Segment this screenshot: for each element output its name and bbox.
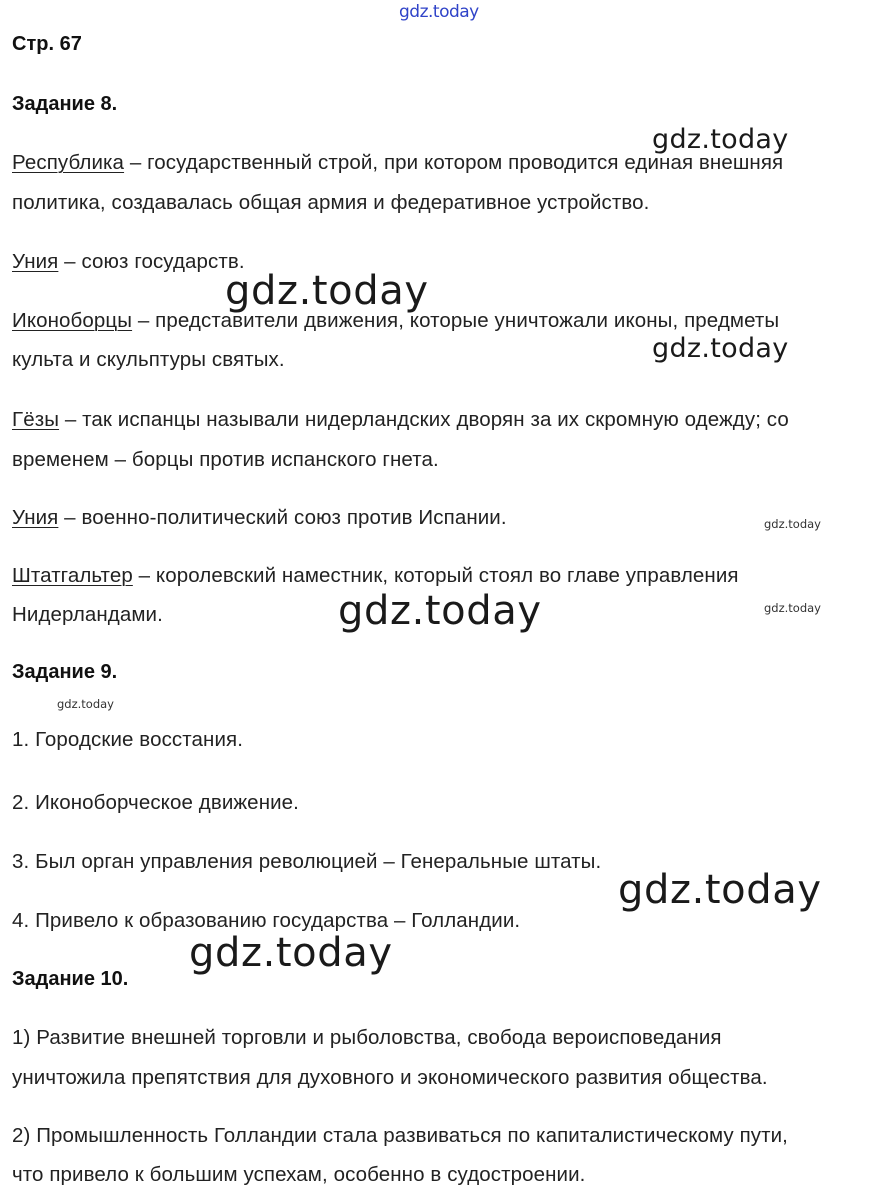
definition-text: – королевский наместник, который стоял во главе управления (132, 564, 739, 587)
definition-text: – так испанцы называли нидерландских дворян за их скромную одежду; со (59, 408, 789, 431)
term-stadtholder: Штатгальтер (12, 564, 133, 587)
definition-text: – государственный строй, при котором проводится единая внешняя (124, 151, 784, 174)
watermark: gdz.today (652, 124, 789, 155)
term-geuzen: Гёзы (12, 408, 60, 431)
watermark: gdz.today (225, 268, 429, 314)
definition-line (12, 408, 789, 432)
definition-line (12, 564, 739, 588)
term-republic: Республика (12, 151, 125, 174)
definition-line (12, 506, 507, 530)
definition-line (12, 250, 245, 274)
definition-line-cont: временем – борцы против испанского гнета. (12, 448, 439, 471)
definition-text: – представители движения, которые уничтожали иконы, предметы (132, 309, 780, 332)
term-iconoclasts: Иконоборцы (12, 309, 133, 332)
watermark: gdz.today (764, 517, 821, 531)
top-watermark: gdz.today (399, 2, 479, 22)
list-item: 1. Городские восстания. (12, 728, 243, 751)
definition-line-cont: культа и скульптуры святых. (12, 348, 285, 371)
task-8-heading: Задание 8. (12, 93, 118, 115)
definition-line-cont: политика, создавалась общая армия и федеративное устройство. (12, 191, 650, 214)
watermark: gdz.today (618, 867, 822, 913)
definition-line-cont: Нидерландами. (12, 603, 163, 626)
term-union-2: Уния (12, 506, 59, 529)
definition-text: – союз государств. (58, 250, 245, 273)
watermark: gdz.today (764, 601, 821, 615)
task-9-heading: Задание 9. (12, 661, 118, 683)
answer-line: 2) Промышленность Голландии стала развиваться по капиталистическому пути, (12, 1124, 788, 1147)
watermark: gdz.today (652, 333, 789, 364)
watermark: gdz.today (338, 588, 542, 634)
answer-line-cont: что привело к большим успехам, особенно в судостроении. (12, 1163, 586, 1186)
page-title: Стр. 67 (12, 33, 82, 55)
list-item: 3. Был орган управления революцией – Генеральные штаты. (12, 850, 602, 873)
list-item: 4. Привело к образованию государства – Голландии. (12, 909, 521, 932)
term-union: Уния (12, 250, 59, 273)
task-10-heading: Задание 10. (12, 968, 129, 990)
list-item: 2. Иконоборческое движение. (12, 791, 299, 814)
answer-line-cont: уничтожила препятствия для духовного и экономического развития общества. (12, 1066, 768, 1089)
watermark: gdz.today (189, 930, 393, 976)
answer-line: 1) Развитие внешней торговли и рыболовства, свобода вероисповедания (12, 1026, 722, 1049)
definition-text: – военно-политический союз против Испании. (58, 506, 507, 529)
watermark: gdz.today (57, 697, 114, 711)
